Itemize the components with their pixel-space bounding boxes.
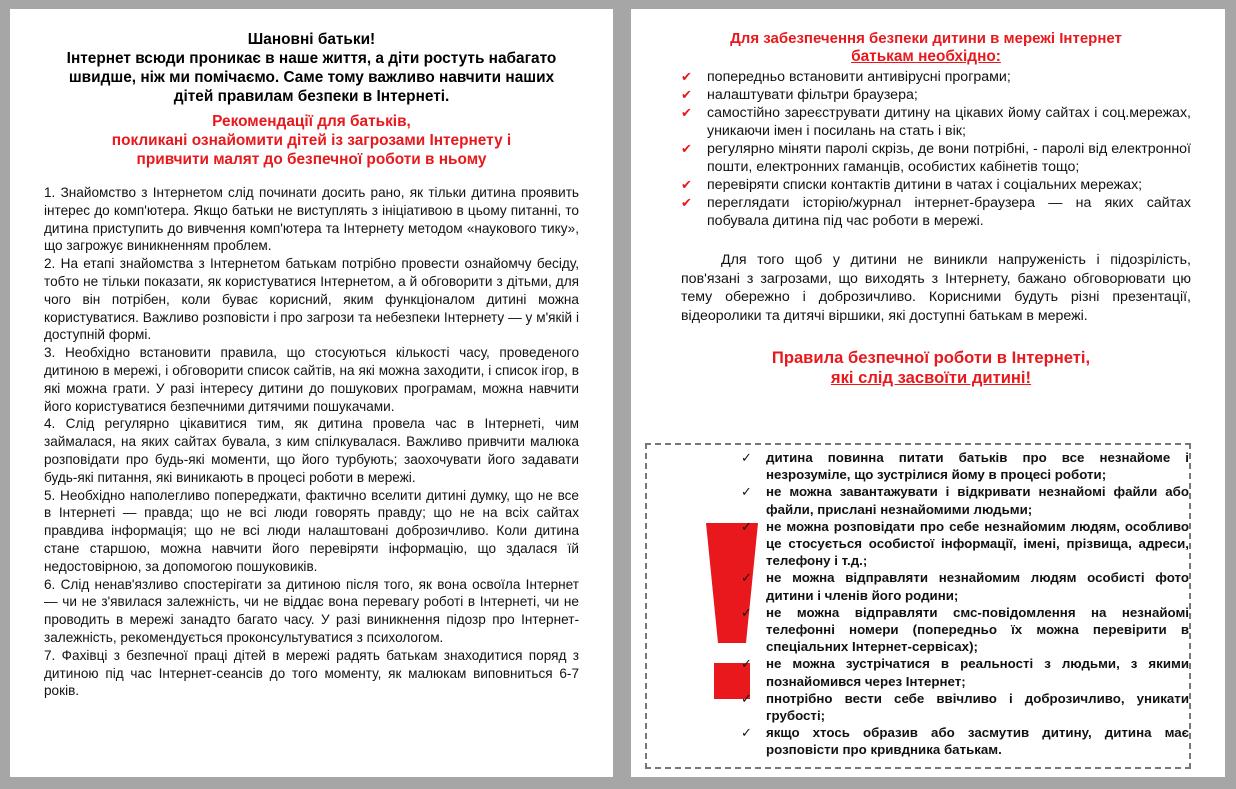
greeting-line: дітей правилам безпеки в Інтернеті. [173,88,450,105]
check-icon: ✔ [681,141,692,156]
parents-heading: Для забезпечення безпеки дитини в мережі Інтернет [730,30,1122,47]
check-icon: ✓ [741,450,752,465]
list-item [741,655,1189,689]
list-item [741,449,1189,483]
advice-paragraph: Для того щоб у дитини не виникли напруженість і підозрілість, пов'язані з загрозами, що виходять з Інтернету, бажано обговорювати цю тему обережно і доброзичливо. Корисними будуть різні презентації, відеоролики та дитячі віршики, які доступні батькам в мережі. [681,252,1191,324]
list-item-text: не можна завантажувати і відкривати незнайомі файли або файли, прислані незнайомими людьми; [766,484,1189,517]
list-item [741,483,1189,517]
list-item-text: налаштувати фільтри браузера; [707,87,918,103]
check-icon: ✔ [681,177,692,192]
heading-line: привчити малят до безпечної роботи в ньому [136,151,487,168]
check-icon: ✓ [741,484,752,500]
recommendation-paragraph: 5. Необхідно наполегливо попереджати, фактично вселити дитині думку, що не все в Інтернеті — правда; що не всі люди говорять правду; що не на всіх сайтах правдива інформація; що не всі люди налаштовані доброзичливо. Коли дитина стане старшою, можна навчити його перевіряти інформацію, що здалася їй недостовірною, за допомогою пошуковиків. [44,487,579,574]
list-item [681,176,1191,194]
list-item [741,569,1189,603]
list-item-text: не можна відправляти смс-повідомлення на незнайомі телефонні номери (попередньо їх можна перевірити в спеціальних Інтернет-сервісах); [766,604,1189,655]
list-item-text: не можна відправляти незнайомим людям особисті фото дитини і членів його родини; [766,570,1189,603]
check-icon: ✓ [741,656,752,672]
list-item [741,690,1189,724]
rules-subheading-text: які слід засвоїти дитині! [830,368,1032,388]
greeting-line: швидше, ніж ми помічаємо. Саме тому важливо навчити наших [68,69,555,86]
list-item-text: якщо хтось образив або засмутив дитину, дитина має розповісти про кривдника батькам. [766,725,1189,758]
recommendation-paragraph: 6. Слід ненав'язливо спостерігати за дитиною після того, як вона освоїла Інтернет — чи не з'явилася залежність, чи не віддає вона перевагу роботі в Інтернеті, чи не проводить в мережі занадто багато часу. У разі виникнення підозр про Інтернет-залежність, рекомендується проконсультуватися з психологом. [44,576,579,645]
right-page [631,9,1225,777]
heading-line: покликані ознайомити дітей із загрозами Інтернету і [111,132,512,149]
recommendation-paragraph: 2. На етапі знайомства з Інтернетом батькам потрібно провести ознайомчу бесіду, тобто не тільки показати, як користуватися Інтернетом, а й обговорити з дітьми, для чого він потрібен, коли буває корисний, яким функціоналом дитині можна користуватися. Важливо розповісти і про загрози та небезпеки Інтернету — у м'якій і доступній формі. [44,256,579,343]
check-icon: ✓ [741,604,752,620]
list-item [741,724,1189,758]
list-item [681,140,1191,176]
check-icon: ✔ [681,87,692,102]
list-item [741,518,1189,570]
exclamation-mark-icon [692,523,772,703]
list-item-text: дитина повинна питати батьків про все незнайоме і незрозуміле, що зустрілися йому в процесі роботи; [766,450,1189,483]
rules-checklist [741,449,1189,759]
parents-subheading: батькам необхідно: [851,48,1001,65]
greeting-line: Інтернет всюди проникає в наше життя, а діти ростуть набагато [66,50,557,67]
rules-box [645,443,1191,769]
check-icon: ✓ [741,518,752,534]
rules-subheading [671,368,1191,388]
recommendations-heading [44,112,579,169]
list-item-text: попередньо встановити антивірусні програми; [707,69,1011,85]
list-item-text: пнотрібно вести себе ввічливо і доброзичливо, уникати грубості; [766,690,1189,724]
parents-checklist [681,68,1191,230]
list-item [681,194,1191,230]
list-item-text: самостійно зареєструвати дитину на цікавих йому сайтах і соц.мережах, уникаючи імен і посилань на стать і вік; [707,105,1191,139]
recommendation-paragraph: 7. Фахівці з безпечної праці дітей в мережі радять батькам знаходитися поряд з дитиною під час Інтернет-сеансів до того моменту, як малюкам виповниться 6-7 років. [44,647,579,699]
left-page [10,9,613,777]
check-icon: ✓ [741,690,752,706]
check-icon: ✔ [681,69,692,84]
check-icon: ✓ [741,725,752,741]
check-icon: ✔ [681,105,692,120]
check-icon: ✓ [741,570,752,586]
list-item-text: перевіряти списки контактів дитини в чатах і соціальних мережах; [707,177,1143,193]
heading-line: Рекомендації для батьків, [212,113,411,130]
list-item-text: не можна зустрічатися в реальності з людьми, з якими познайомився через Інтернет; [766,656,1189,689]
greeting-line: Шановні батьки! [247,31,376,48]
recommendation-paragraph: 1. Знайомство з Інтернетом слід починати досить рано, як тільки дитина проявить інтерес до комп'ютера. Якщо батьки не виступлять з ініціативою в цьому питанні, то дитина приступить до вивчення комп'ютера та Інтернету методом «наукового тику», що загрожує виникненням проблем. [44,185,579,254]
list-item [741,604,1189,656]
list-item-text: не можна розповідати про себе незнайомим людям, особливо це стосується особистої інформації, імені, прізвища, адреси, телефону і т.д.; [766,518,1189,569]
recommendation-paragraph: 3. Необхідно встановити правила, що стосуються кількості часу, проведеного дитиною в мережі, і обговорити список сайтів, на які можна заходити, і список ігор, в які можна грати. У разі інтересу дитини до пошукових програмам, можна навчити його користуватися безпечними дитячими пошукачами. [44,345,579,414]
list-item-text: переглядати історію/журнал інтернет-браузера — на яких сайтах побувала дитина під час роботи в мережі. [707,195,1191,229]
list-item-text: регулярно міняти паролі скрізь, де вони потрібні, - паролі від електронної пошти, електронних гаманців, особистих кабінетів тощо; [707,141,1191,175]
list-item [681,86,1191,104]
list-item [681,68,1191,86]
check-icon: ✔ [681,195,692,210]
recommendations-list [44,184,579,700]
rules-heading: Правила безпечної роботи в Інтернеті, [771,348,1091,368]
greeting-block [44,30,579,106]
list-item [681,104,1191,140]
recommendation-paragraph: 4. Слід регулярно цікавитися тим, як дитина провела час в Інтернеті, чим займалася, на яких сайтах бувала, з ким спілкувалася. Важливо привчити малюка розповідати про будь-які моменти, що його турбують; заохочувати його задавати будь-які питання, які виникають в процесі роботи в мережі. [44,416,579,485]
